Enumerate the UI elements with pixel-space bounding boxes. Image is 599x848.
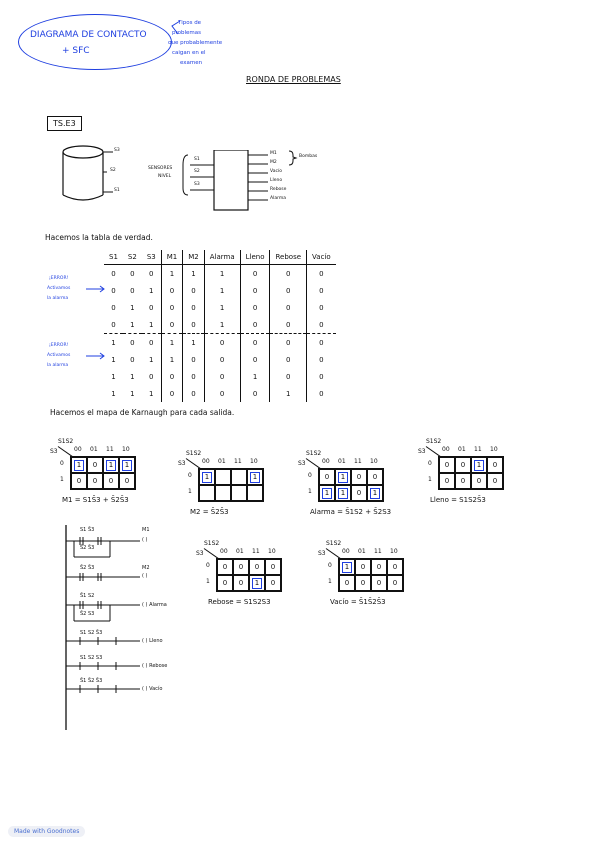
kmap-col-header: 10: [250, 458, 258, 465]
kmap-cell-value: 0: [372, 473, 378, 481]
title-line1: DIAGRAMA DE CONTACTO: [30, 30, 147, 40]
table-cell: 1: [149, 355, 154, 364]
kmap-cell-value: 0: [222, 563, 228, 571]
kmap-cell-value: 1: [122, 460, 132, 471]
table-cell: 1: [183, 265, 205, 283]
kmap-row-header: 0: [188, 472, 192, 479]
table-cell: 0: [307, 368, 336, 385]
kmap-cell-value: 0: [324, 473, 330, 481]
kmap-cell: [355, 559, 371, 575]
kmap-cell-value: 0: [108, 477, 114, 485]
kmap-corner-left: S3: [50, 448, 58, 455]
note-bracket-icon: [168, 20, 182, 40]
kmap-row-header: 0: [206, 562, 210, 569]
table-row: [104, 299, 336, 316]
sensors-label-1: SENSORES: [148, 166, 173, 171]
table-cell: 0: [307, 316, 336, 334]
rung1-contacts: S1 S̄3: [80, 527, 95, 533]
kmap-cell-value: 0: [360, 563, 366, 571]
kmap-cell: [439, 457, 455, 473]
th-s1: S1: [104, 250, 123, 265]
kmap-col-header: 11: [234, 458, 242, 465]
kmap-cell-value: 0: [270, 579, 276, 587]
kmap-col-header: 00: [202, 458, 210, 465]
kmap-cell: [215, 485, 231, 501]
kmap-col-header: 10: [390, 548, 398, 555]
input-s1: S1: [194, 157, 200, 162]
kmap-cell-value: 0: [360, 579, 366, 587]
table-cell: 0: [183, 299, 205, 316]
kmap-cell: [103, 473, 119, 489]
kmap-col-header: 01: [236, 548, 244, 555]
kmap-cell-value: 0: [270, 563, 276, 571]
kmap-cell-value: 0: [444, 461, 450, 469]
table-cell: 1: [161, 265, 183, 283]
table-cell: 0: [270, 316, 307, 334]
table-row: [104, 265, 336, 283]
kmap-col-header: 11: [252, 548, 260, 555]
tank-diagram: [55, 140, 135, 210]
kmap-cell: [439, 473, 455, 489]
kmap-cell: [217, 559, 233, 575]
kmap-corner-left: S3: [298, 460, 306, 467]
kmap-formula: Lleno = S1S2S̄3: [430, 496, 486, 504]
truth-table: [104, 250, 336, 402]
kmap-cell: [455, 473, 471, 489]
kmap-cell: [87, 457, 103, 473]
controller-box: [178, 150, 278, 215]
error-arrow-2-icon: [86, 352, 106, 360]
kmap-col-header: 11: [374, 548, 382, 555]
kmap-cell-value: 0: [124, 477, 130, 485]
kmap-corner-top: S1S2: [426, 438, 442, 445]
kmap-caption: Hacemos el mapa de Karnaugh para cada salida.: [50, 408, 235, 417]
note-line-5: examen: [180, 60, 203, 66]
kmap-cell: [247, 469, 263, 485]
kmap-corner-left: S3: [318, 550, 326, 557]
rung2-contacts: S̄2 S̄3: [80, 565, 95, 571]
kmap-cell-value: 1: [106, 460, 116, 471]
table-row: [104, 316, 336, 334]
rung6-contacts: S̄1 S̄2 S̄3: [80, 678, 103, 684]
kmap-row-header: 0: [60, 460, 64, 467]
table-cell: 0: [307, 385, 336, 402]
kmap-cell: [233, 559, 249, 575]
table-cell: 1: [130, 303, 135, 312]
table-cell: 0: [270, 282, 307, 299]
table-cell: 0: [240, 265, 270, 283]
rung2-coil-label: ( ): [142, 573, 148, 579]
note-line-4: caigan en el: [172, 50, 206, 56]
table-row: [104, 282, 336, 299]
rung1-coil-label: ( ): [142, 537, 148, 543]
kmap-col-header: 00: [322, 458, 330, 465]
kmap-cell: [265, 559, 281, 575]
kmap-col-header: 01: [458, 446, 466, 453]
kmap-corner-top: S1S2: [58, 438, 74, 445]
kmap-corner-left: S3: [418, 448, 426, 455]
kmap-corner-left: S3: [178, 460, 186, 467]
table-cell: 1: [111, 372, 116, 381]
kmap-cell-value: 0: [238, 563, 244, 571]
kmap-col-header: 11: [354, 458, 362, 465]
rung3-coil-label: ( ) Alarma: [142, 602, 167, 608]
th-rebose: Rebose: [270, 250, 307, 265]
note-line-2: problemas: [172, 30, 201, 36]
table-cell: 0: [130, 286, 135, 295]
kmap-col-header: 10: [490, 446, 498, 453]
kmap-cell: [217, 575, 233, 591]
kmap-cell: [199, 485, 215, 501]
kmap-cell-value: 0: [238, 579, 244, 587]
kmap-cell: [387, 575, 403, 591]
section-label: TS.E3: [47, 116, 82, 131]
level-s3: S3: [114, 148, 120, 153]
table-cell: 1: [161, 351, 183, 368]
kmap-cell-value: 1: [252, 578, 262, 589]
kmap-cell: [367, 485, 383, 501]
error-note-2-title: ¡ERROR!: [49, 343, 69, 348]
table-cell: 0: [183, 351, 205, 368]
kmap-cell-value: 0: [492, 477, 498, 485]
table-row: [104, 334, 336, 352]
table-cell: 0: [130, 355, 135, 364]
th-alarma: Alarma: [204, 250, 240, 265]
table-cell: 0: [161, 316, 183, 334]
kmap-cell-value: 0: [476, 477, 482, 485]
table-cell: 0: [149, 269, 154, 278]
kmap-cell: [249, 575, 265, 591]
kmap-cell: [387, 559, 403, 575]
kmap-col-header: 10: [122, 446, 130, 453]
kmap-cell: [487, 457, 503, 473]
rung3-contacts2: S̄2 S3: [80, 611, 95, 617]
truth-caption: Hacemos la tabla de verdad.: [45, 233, 153, 242]
kmap-cell: [119, 473, 135, 489]
error-note-1-line2: Activamos: [47, 286, 71, 291]
table-cell: 0: [270, 265, 307, 283]
table-row: [104, 351, 336, 368]
table-cell: 0: [183, 316, 205, 334]
kmap-formula: M1 = S1S̄3 + S̄2S̄3: [62, 496, 129, 504]
sensors-label-2: NIVEL: [158, 174, 172, 179]
table-cell: 1: [149, 320, 154, 329]
table-cell: 0: [307, 351, 336, 368]
kmap-row-header: 1: [188, 488, 192, 495]
kmap-cell-value: 0: [92, 477, 98, 485]
kmap-cell-value: 1: [338, 488, 348, 499]
error-note-1-line3: la alarma: [47, 296, 69, 301]
kmap-cell: [471, 457, 487, 473]
kmap-cell: [215, 469, 231, 485]
kmap-corner-top: S1S2: [306, 450, 322, 457]
kmap-cell: [249, 559, 265, 575]
kmap-cell-value: 0: [392, 579, 398, 587]
kmap-col-header: 11: [106, 446, 114, 453]
table-cell: 1: [270, 385, 307, 402]
th-m1: M1: [161, 250, 183, 265]
kmap-corner-top: S1S2: [186, 450, 202, 457]
kmap-cell: [335, 469, 351, 485]
kmap-col-header: 10: [268, 548, 276, 555]
table-cell: 1: [111, 355, 116, 364]
table-cell: 0: [270, 368, 307, 385]
kmap-cell: [319, 485, 335, 501]
table-cell: 0: [183, 385, 205, 402]
kmap-col-header: 00: [342, 548, 350, 555]
kmap-grid: [198, 468, 264, 502]
kmap-col-header: 10: [370, 458, 378, 465]
error-arrow-1-icon: [86, 285, 106, 293]
table-cell: 1: [130, 320, 135, 329]
table-cell: 0: [161, 368, 183, 385]
kmap-cell: [247, 485, 263, 501]
table-cell: 1: [204, 282, 240, 299]
kmap-formula: M2 = S̄2S̄3: [190, 508, 229, 516]
table-cell: 0: [240, 316, 270, 334]
kmap-cell-value: 1: [74, 460, 84, 471]
kmap-cell: [355, 575, 371, 591]
table-cell: 0: [270, 299, 307, 316]
table-cell: 0: [240, 385, 270, 402]
table-cell: 1: [130, 389, 135, 398]
level-s2: S2: [110, 168, 116, 173]
kmap-cell-value: 1: [370, 488, 380, 499]
kmap-cell: [335, 485, 351, 501]
kmap-formula: Rebose = S1S2S3: [208, 598, 271, 606]
kmap-cell: [119, 457, 135, 473]
rung1-coil: M1: [142, 527, 150, 533]
output-rebose: Rebose: [270, 187, 287, 192]
kmap-cell-value: 0: [344, 579, 350, 587]
kmap-cell: [455, 457, 471, 473]
kmap-cell: [339, 575, 355, 591]
title-line2: + SFC: [62, 46, 90, 56]
kmap-row-header: 1: [206, 578, 210, 585]
level-s1: S1: [114, 188, 120, 193]
title-oval: [18, 14, 172, 70]
kmap-cell-value: 0: [492, 461, 498, 469]
table-cell: 0: [240, 299, 270, 316]
kmap-cell: [371, 575, 387, 591]
kmap-cell-value: 0: [392, 563, 398, 571]
kmap-cell: [471, 473, 487, 489]
table-cell: 1: [240, 368, 270, 385]
bombas-brace-icon: [288, 150, 298, 166]
table-cell: 0: [149, 372, 154, 381]
kmap-cell: [71, 457, 87, 473]
kmap-cell-value: 1: [342, 562, 352, 573]
table-cell: 0: [204, 351, 240, 368]
kmap-grid: [318, 468, 384, 502]
table-cell: 0: [307, 299, 336, 316]
table-cell: 0: [161, 299, 183, 316]
ladder-rails: [60, 525, 190, 730]
table-cell: 0: [111, 286, 116, 295]
kmap-cell-value: 0: [444, 477, 450, 485]
kmap-cell: [319, 469, 335, 485]
table-cell: 0: [240, 351, 270, 368]
output-m1: M1: [270, 151, 277, 156]
table-cell: 0: [149, 303, 154, 312]
table-cell: 1: [111, 389, 116, 398]
table-cell: 1: [183, 334, 205, 352]
kmap-row-header: 1: [308, 488, 312, 495]
kmap-cell: [103, 457, 119, 473]
kmap-formula: Alarma = S̄1S2 + S̄2S3: [310, 508, 392, 516]
kmap-cell-value: 0: [254, 563, 260, 571]
table-cell: 0: [240, 334, 270, 352]
page-title: RONDA DE PROBLEMAS: [246, 75, 341, 84]
kmap-cell-value: 1: [474, 460, 484, 471]
table-cell: 0: [183, 368, 205, 385]
kmap-col-header: 00: [74, 446, 82, 453]
kmap-cell-value: 0: [376, 563, 382, 571]
rung4-coil-label: ( ) Lleno: [142, 638, 163, 644]
kmap-cell-value: 0: [92, 461, 98, 469]
kmap-cell: [199, 469, 215, 485]
kmap-cell: [487, 473, 503, 489]
table-cell: 0: [111, 320, 116, 329]
table-cell: 1: [204, 265, 240, 283]
kmap-corner-left: S3: [196, 550, 204, 557]
kmap-cell-value: 0: [460, 477, 466, 485]
input-s3: S3: [194, 182, 200, 187]
kmap-cell-value: 0: [76, 477, 82, 485]
rung3-contacts: S̄1 S2: [80, 593, 95, 599]
table-cell: 1: [130, 372, 135, 381]
th-lleno: Lleno: [240, 250, 270, 265]
kmap-cell: [233, 575, 249, 591]
table-cell: 1: [204, 299, 240, 316]
output-m2: M2: [270, 160, 277, 165]
rung5-contacts: S1 S2 S3: [80, 655, 103, 661]
kmap-row-header: 1: [428, 476, 432, 483]
table-cell: 1: [149, 389, 154, 398]
kmap-cell-value: 1: [250, 472, 260, 483]
table-cell: 0: [240, 282, 270, 299]
kmap-cell: [367, 469, 383, 485]
kmap-cell-value: 0: [222, 579, 228, 587]
kmap-corner-top: S1S2: [326, 540, 342, 547]
table-cell: 0: [270, 334, 307, 352]
table-cell: 0: [142, 334, 161, 352]
note-line-1: Tipos de: [178, 20, 202, 26]
kmap-cell: [351, 469, 367, 485]
kmap-cell: [231, 485, 247, 501]
error-note-1-title: ¡ERROR!: [49, 276, 69, 281]
kmap-cell: [371, 559, 387, 575]
th-s3: S3: [142, 250, 161, 265]
table-cell: 0: [307, 334, 336, 352]
kmap-row-header: 0: [328, 562, 332, 569]
rung1-contacts2: S̄2 S̄3: [80, 545, 95, 551]
kmap-grid: [70, 456, 136, 490]
kmap-row-header: 0: [428, 460, 432, 467]
rung2-coil: M2: [142, 565, 150, 571]
kmap-cell: [71, 473, 87, 489]
kmap-col-header: 01: [358, 548, 366, 555]
kmap-col-header: 01: [90, 446, 98, 453]
kmap-col-header: 00: [442, 446, 450, 453]
kmap-corner-top: S1S2: [204, 540, 220, 547]
kmap-row-header: 1: [328, 578, 332, 585]
kmap-col-header: 11: [474, 446, 482, 453]
table-cell: 0: [270, 351, 307, 368]
output-lleno: Lleno: [270, 178, 283, 183]
rung5-coil-label: ( ) Rebose: [142, 663, 168, 669]
kmap-cell-value: 1: [322, 488, 332, 499]
kmap-cell-value: 0: [376, 579, 382, 587]
kmap-col-header: 00: [220, 548, 228, 555]
table-cell: 0: [307, 265, 336, 283]
kmap-cell: [87, 473, 103, 489]
kmap-grid: [216, 558, 282, 592]
output-alarma: Alarma: [270, 196, 286, 201]
th-vacio: Vacío: [307, 250, 336, 265]
kmap-row-header: 0: [308, 472, 312, 479]
table-cell: 0: [204, 368, 240, 385]
table-cell: 0: [183, 282, 205, 299]
note-line-3: que probablemente: [168, 40, 223, 46]
table-row: [104, 368, 336, 385]
kmap-row-header: 1: [60, 476, 64, 483]
kmap-cell-value: 0: [356, 473, 362, 481]
kmap-cell: [265, 575, 281, 591]
table-cell: 0: [123, 334, 142, 352]
table-cell: 0: [130, 269, 135, 278]
table-cell: 0: [204, 385, 240, 402]
table-cell: 1: [204, 316, 240, 334]
kmap-formula: Vacío = S̄1S̄2S̄3: [330, 598, 386, 606]
th-s2: S2: [123, 250, 142, 265]
kmap-col-header: 01: [218, 458, 226, 465]
kmap-cell-value: 0: [460, 461, 466, 469]
rung4-contacts: S1 S2 S̄3: [80, 630, 103, 636]
kmap-cell-value: 1: [338, 472, 348, 483]
kmap-cell: [351, 485, 367, 501]
kmap-cell-value: 1: [202, 472, 212, 483]
kmap-cell: [231, 469, 247, 485]
table-cell: 1: [149, 286, 154, 295]
table-cell: 0: [111, 303, 116, 312]
error-note-2-line2: Activamos: [47, 353, 71, 358]
table-cell: 0: [204, 334, 240, 352]
kmap-grid: [338, 558, 404, 592]
th-m2: M2: [183, 250, 205, 265]
table-row: [104, 385, 336, 402]
table-cell: 0: [111, 269, 116, 278]
goodnotes-badge: Made with Goodnotes: [8, 826, 85, 837]
table-cell: 1: [104, 334, 123, 352]
rung6-coil-label: ( ) Vacío: [142, 686, 163, 692]
kmap-grid: [438, 456, 504, 490]
table-cell: 0: [161, 282, 183, 299]
table-cell: 0: [307, 282, 336, 299]
bombas-label: Bombas: [299, 154, 318, 159]
kmap-cell-value: 0: [356, 489, 362, 497]
output-vacio: Vacío: [270, 169, 282, 174]
input-s2: S2: [194, 169, 200, 174]
table-cell: 1: [161, 334, 183, 352]
kmap-col-header: 01: [338, 458, 346, 465]
kmap-cell: [339, 559, 355, 575]
table-cell: 0: [161, 385, 183, 402]
error-note-2-line3: la alarma: [47, 363, 69, 368]
